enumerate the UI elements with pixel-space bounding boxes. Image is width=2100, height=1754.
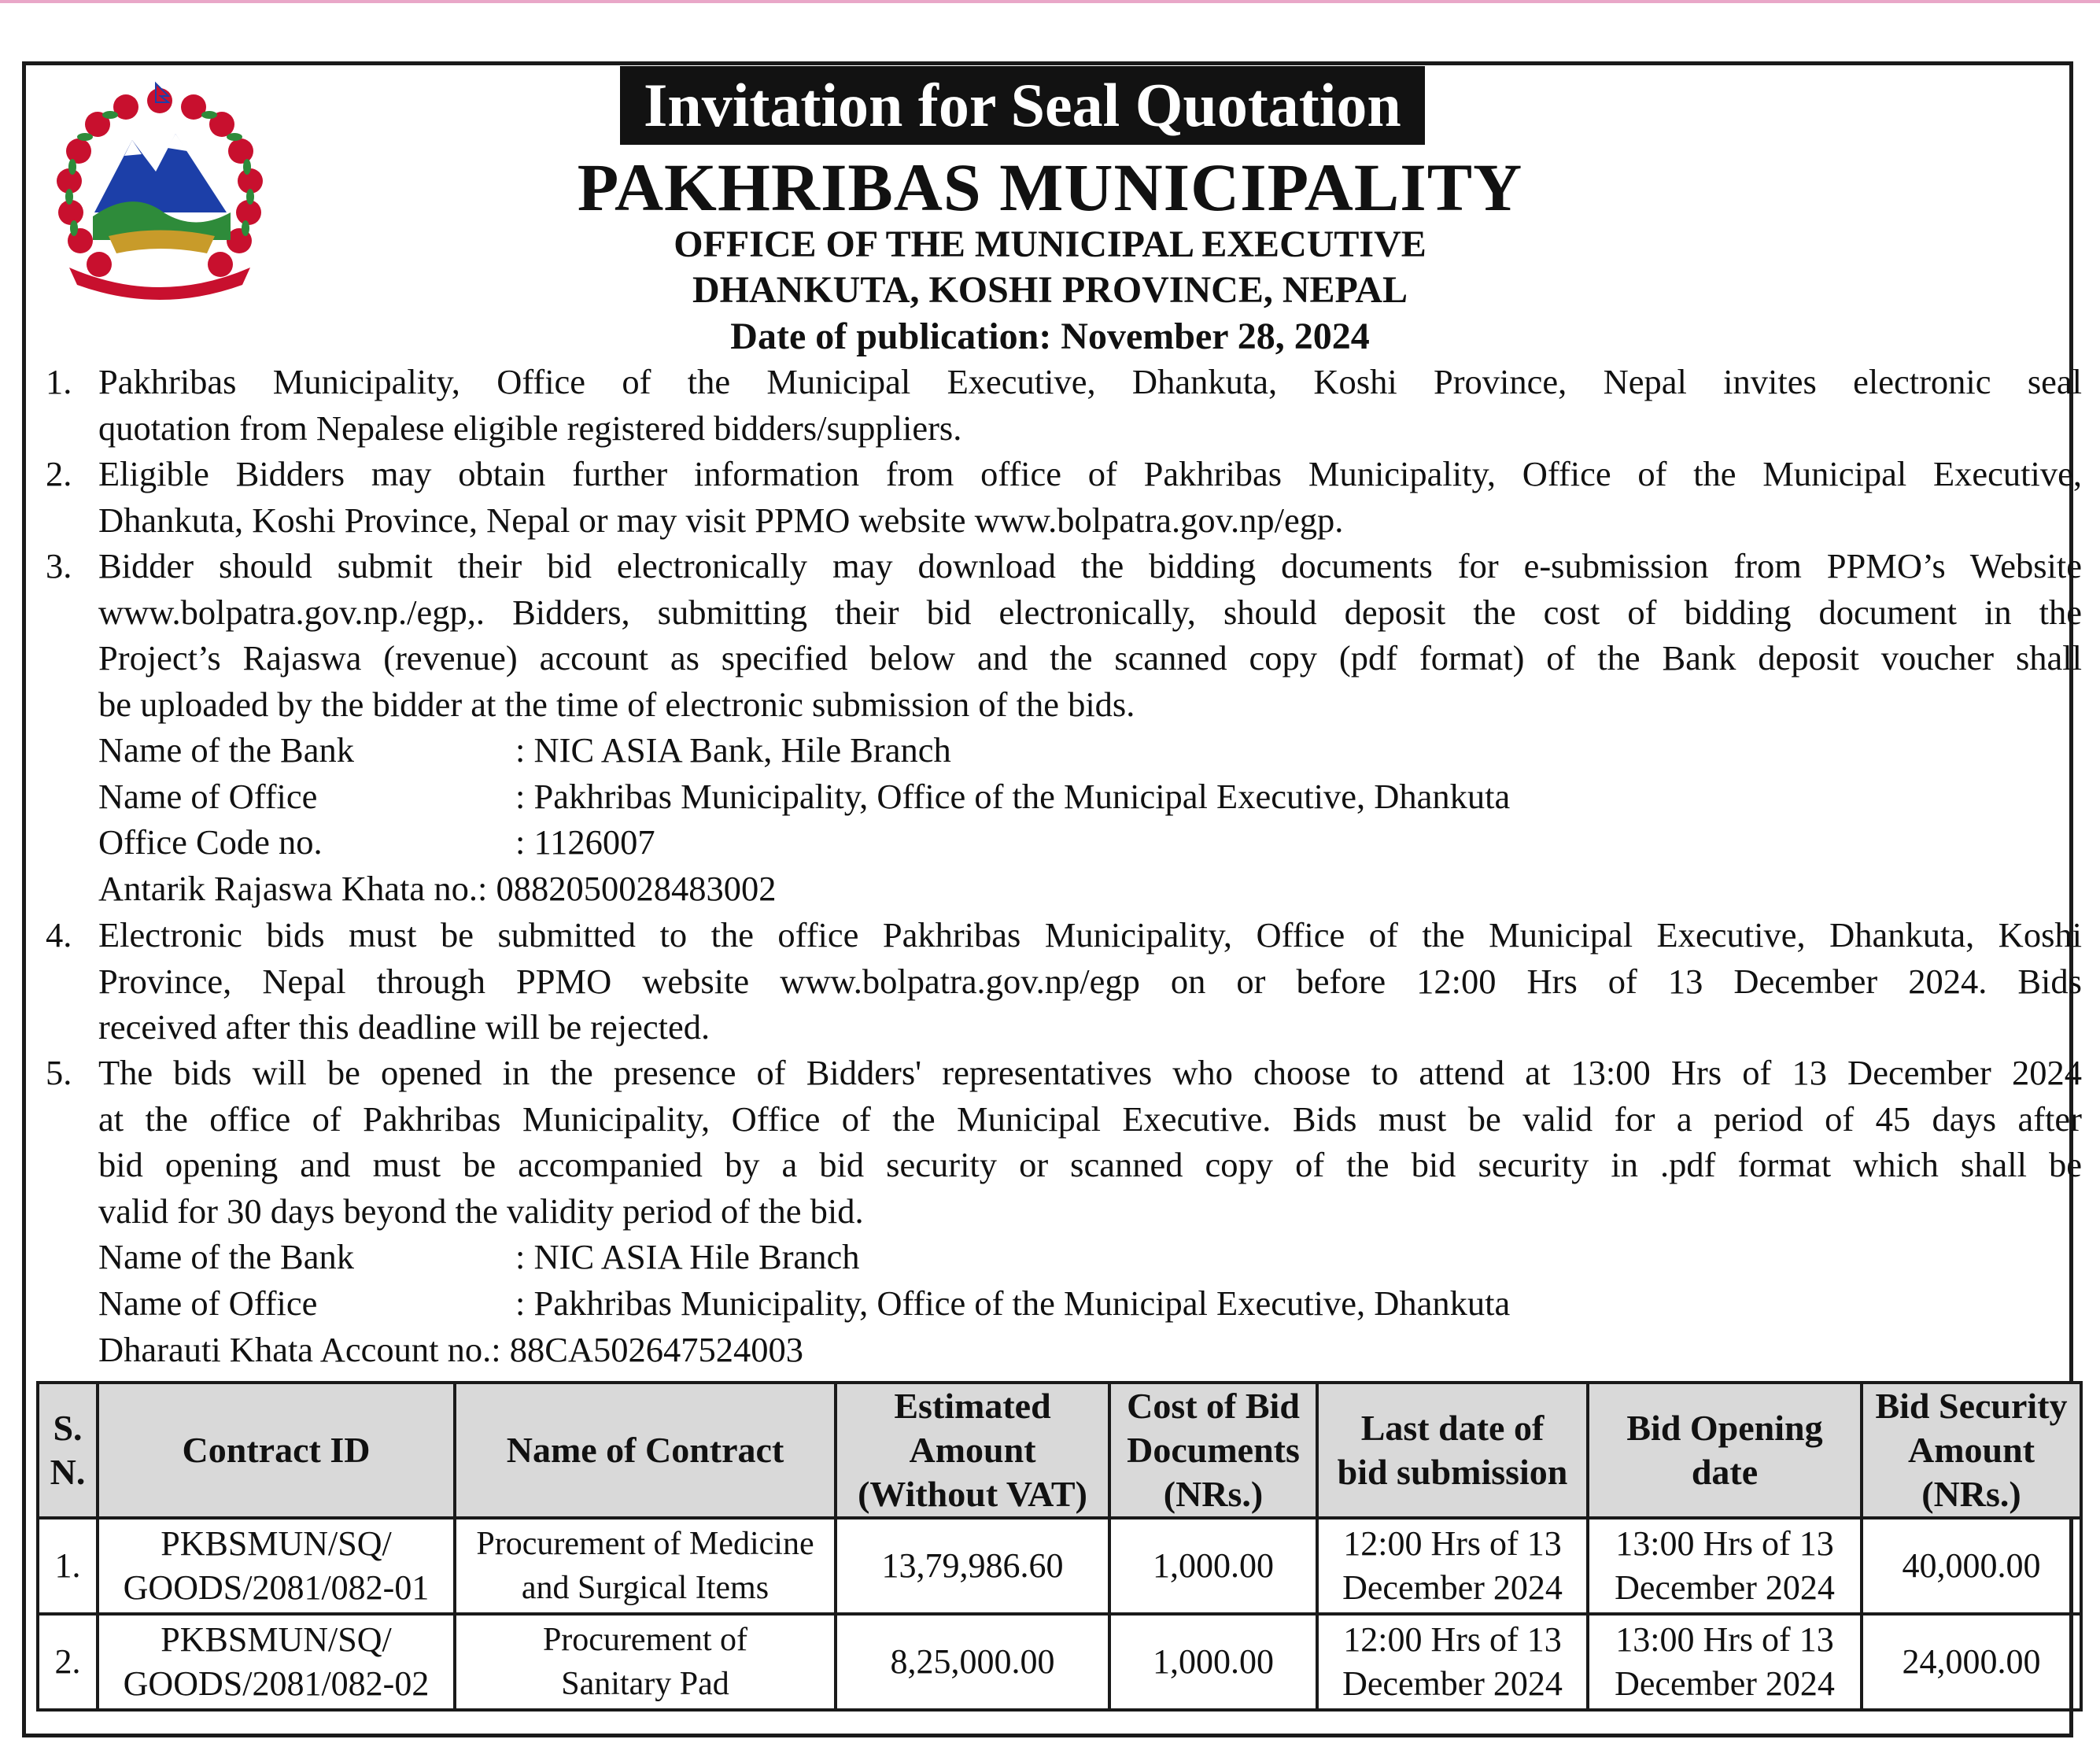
cell-bid-opening: 13:00 Hrs of 13 December 2024 [1588, 1614, 1862, 1710]
cell-contract-id: PKBSMUN/SQ/ GOODS/2081/082-01 [98, 1518, 455, 1614]
cell-bid-doc-cost: 1,000.00 [1109, 1614, 1317, 1710]
cell-bid-opening: 13:00 Hrs of 13 December 2024 [1588, 1518, 1862, 1614]
cell-estimated-amount: 13,79,986.60 [836, 1518, 1109, 1614]
bank-detail-row: Name of the Bank : NIC ASIA Bank, Hile Branch [98, 730, 951, 770]
clause-line: Project’s Rajaswa (revenue) account as specified below and the scanned copy (pdf format) of the Bank deposit voucher shall [98, 638, 2082, 678]
clause-5 [46, 1050, 2082, 1234]
cell-contract-id: PKBSMUN/SQ/ GOODS/2081/082-02 [98, 1614, 455, 1710]
header-estimated-amount: Estimated Amount (Without VAT) [836, 1383, 1109, 1518]
table-header-row [38, 1383, 2081, 1518]
header-bid-opening: Bid Opening date [1588, 1383, 1862, 1518]
cell-bid-doc-cost: 1,000.00 [1109, 1518, 1317, 1614]
top-rule [0, 0, 2100, 3]
header-bid-doc-cost: Cost of Bid Documents (NRs.) [1109, 1383, 1317, 1518]
clause-number: 3. [46, 546, 72, 585]
header-contract-id: Contract ID [98, 1383, 455, 1518]
clause-line: Eligible Bidders may obtain further information from office of Pakhribas Municipality, Office of the Municipal Executive, [98, 454, 2082, 493]
table-row [38, 1614, 2081, 1710]
clause-1 [46, 359, 2082, 451]
cell-last-submission: 12:00 Hrs of 13 December 2024 [1317, 1518, 1588, 1614]
clause-line: be uploaded by the bidder at the time of electronic submission of the bids. [98, 684, 1135, 724]
notice-title: Invitation for Seal Quotation [620, 66, 1425, 145]
contracts-table [36, 1381, 2083, 1712]
header-sn: S. N. [38, 1383, 98, 1518]
clause-4 [46, 912, 2082, 1051]
clause-number: 5. [46, 1053, 72, 1092]
clause-line: bid opening and must be accompanied by a bid security or scanned copy of the bid security in .pdf format which shall be [98, 1145, 2082, 1185]
bank-detail-row: Dharauti Khata Account no.: 88CA502647524003 [98, 1330, 804, 1369]
clause-line: Bidder should submit their bid electronically may download the bidding documents for e-submission from PPMO’s Website [98, 546, 2082, 585]
header-bid-security: Bid Security Amount (NRs.) [1862, 1383, 2081, 1518]
publication-date: Date of publication: November 28, 2024 [730, 316, 1370, 357]
header-contract-name: Name of Contract [455, 1383, 836, 1518]
clause-line: received after this deadline will be rejected. [98, 1007, 710, 1047]
table-row [38, 1518, 2081, 1614]
header-last-submission: Last date of bid submission [1317, 1383, 1588, 1518]
office-location: DHANKUTA, KOSHI PROVINCE, NEPAL [692, 269, 1408, 311]
cell-last-submission: 12:00 Hrs of 13 December 2024 [1317, 1614, 1588, 1710]
cell-sn: 1. [38, 1518, 98, 1614]
office-name: OFFICE OF THE MUNICIPAL EXECUTIVE [674, 223, 1426, 265]
bank-detail-row: Office Code no. : 1126007 [98, 822, 655, 862]
clause-line: quotation from Nepalese eligible registered bidders/suppliers. [98, 408, 962, 448]
cell-bid-security: 24,000.00 [1862, 1614, 2081, 1710]
clause-line: at the office of Pakhribas Municipality, Office of the Municipal Executive. Bids must be valid for a period of 45 days after [98, 1099, 2082, 1139]
clause-number: 1. [46, 362, 72, 401]
clause-3 [46, 543, 2082, 727]
clause-2 [46, 451, 2082, 543]
clause-line: Dhankuta, Koshi Province, Nepal or may visit PPMO website www.bolpatra.gov.np/egp. [98, 500, 1344, 540]
cell-contract-name: Procurement of Medicine and Surgical Items [455, 1518, 836, 1614]
clause-line: Pakhribas Municipality, Office of the Municipal Executive, Dhankuta, Koshi Province, Nepal invites electronic seal [98, 362, 2082, 401]
clause-line: www.bolpatra.gov.np./egp,. Bidders, submitting their bid electronically, should deposit the cost of bidding document in the [98, 592, 2082, 632]
clause-line: Electronic bids must be submitted to the office Pakhribas Municipality, Office of the Municipal Executive, Dhankuta, Koshi [98, 915, 2082, 955]
bank-detail-row: Name of the Bank : NIC ASIA Hile Branch [98, 1237, 860, 1276]
cell-sn: 2. [38, 1614, 98, 1710]
cell-estimated-amount: 8,25,000.00 [836, 1614, 1109, 1710]
clause-number: 4. [46, 915, 72, 955]
clause-line: Province, Nepal through PPMO website www.bolpatra.gov.np/egp on or before 12:00 Hrs of 13 December 2024. Bids [98, 961, 2082, 1001]
bank-detail-row: Name of Office : Pakhribas Municipality, Office of the Municipal Executive, Dhankuta [98, 1283, 1511, 1323]
clause-line: The bids will be opened in the presence of Bidders' representatives who choose to attend at 13:00 Hrs of 13 December 2024 [98, 1053, 2082, 1092]
cell-bid-security: 40,000.00 [1862, 1518, 2081, 1614]
bank-detail-row: Name of Office : Pakhribas Municipality, Office of the Municipal Executive, Dhankuta [98, 777, 1511, 816]
municipality-name: PAKHRIBAS MUNICIPALITY [577, 150, 1523, 225]
bank-detail-row: Antarik Rajaswa Khata no.: 0882050028483002 [98, 869, 777, 908]
cell-contract-name: Procurement of Sanitary Pad [455, 1614, 836, 1710]
clause-number: 2. [46, 454, 72, 493]
clause-line: valid for 30 days beyond the validity period of the bid. [98, 1191, 864, 1231]
